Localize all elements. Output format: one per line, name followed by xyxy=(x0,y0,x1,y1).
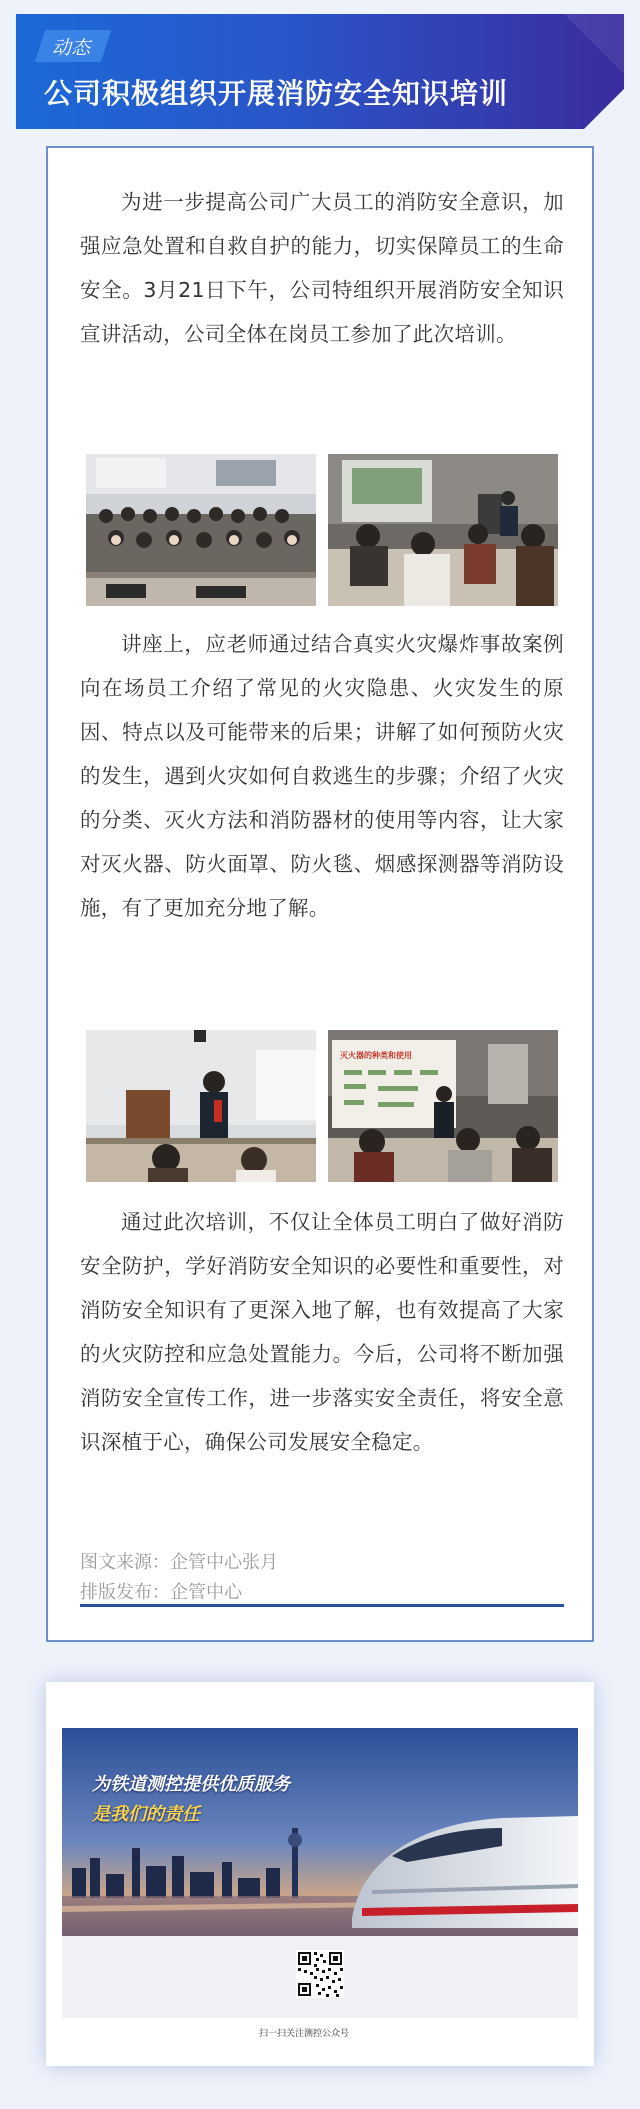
qr-caption: 扫一扫关注测控公众号 xyxy=(258,2029,349,2039)
credit-source: 图文来源：企管中心张月 xyxy=(80,1552,278,1573)
article-paragraph-3: 通过此次培训，不仅让全体员工明白了做好消防安全防护，学好消防安全知识的必要性和重要性，对消防安全知识有了更深入地了解，也有效提高了大家的火灾防控和应急处置能力。今后，公司将不断加强消防安全宣传工作，进一步落实安全责任，将安全意识深植于心，确保公司发展安全稳定。 xyxy=(80,1210,564,1454)
banner-slogan-line-2: 是我们的责任 xyxy=(92,1804,200,1825)
category-tag: 动态 xyxy=(52,37,91,59)
credit-publisher: 排版发布：企管中心 xyxy=(80,1582,242,1603)
promo-card xyxy=(46,1682,594,2066)
article-card xyxy=(46,146,594,1642)
qr-section xyxy=(62,1936,578,2018)
footer-divider xyxy=(80,1604,564,1607)
header-corner-cut xyxy=(584,89,624,129)
photo-extinguisher-demo xyxy=(86,1030,316,1182)
promo-banner xyxy=(62,1728,578,1936)
slide-heading: 灭火器的种类和使用 xyxy=(340,1051,412,1060)
banner-slogan-line-1: 为铁道测控提供优质服务 xyxy=(92,1774,290,1795)
train-banner-image xyxy=(62,1728,578,1936)
photo-lecture-room xyxy=(328,454,558,606)
article-paragraph-1: 为进一步提高公司广大员工的消防安全意识，加强应急处置和自救自护的能力，切实保障员工的生命安全。3月21日下午，公司特组织开展消防安全知识宣讲活动，公司全体在岗员工参加了此次培训。 xyxy=(80,190,564,346)
article-credits xyxy=(80,1548,278,1608)
article-title: 公司积极组织开展消防安全知识培训 xyxy=(44,77,509,110)
header-decoration xyxy=(564,14,624,74)
photo-slide-presentation xyxy=(328,1030,558,1182)
article-paragraph-2: 讲座上，应老师通过结合真实火灾爆炸事故案例向在场员工介绍了常见的火灾隐患、火灾发生的原因、特点以及可能带来的后果；讲解了如何预防火灾的发生，遇到火灾如何自救逃生的步骤；介绍了火灾的分类、灭火方法和消防器材的使用等内容，让大家对灭火器、防火面罩、防火毯、烟感探测器等消防设施，有了更加充分地了解。 xyxy=(80,632,564,920)
qr-code[interactable] xyxy=(296,1950,344,1998)
photo-audience xyxy=(86,454,316,606)
